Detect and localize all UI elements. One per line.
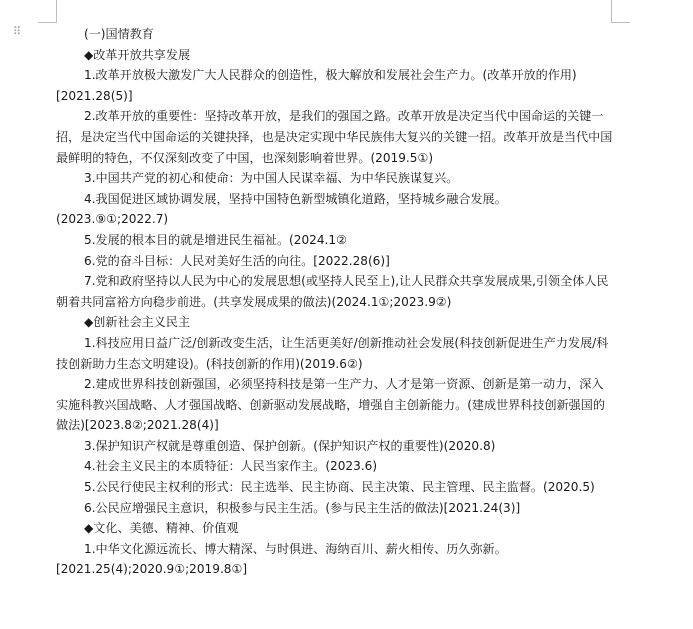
document-body <box>56 24 614 580</box>
section-heading: ◆创新社会主义民主 <box>84 315 191 330</box>
document-title: (一)国情教育 <box>84 27 154 41</box>
paragraph: 3.中国共产党的初心和使命：为中国人民谋幸福、为中华民族谋复兴。 <box>84 171 459 186</box>
paragraph: 5.公民行使民主权利的形式：民主选举、民主协商、民主决策、民主管理、民主监督。(2020.5) <box>84 480 595 495</box>
page-corner-mark-right <box>611 0 630 23</box>
paragraph: 1.中华文化源远流长、博大精深、与时俱进、海纳百川、薪火相传、历久弥新。[2021.25(4);2020.9①;2019.8①] <box>56 541 507 577</box>
paragraph: 5.发展的根本目的就是增进民生福祉。(2024.1② <box>84 232 347 247</box>
paragraph: 6.公民应增强民主意识，积极参与民主生活。(参与民主生活的做法)[2021.24(3)] <box>84 500 521 515</box>
paragraph: 7.党和政府坚持以人民为中心的发展思想(或坚持人民至上),让人民群众共享发展成果,引领全体人民朝着共同富裕方向稳步前进。(共享发展成果的做法)(2024.1①;2023.9②) <box>56 274 609 309</box>
paragraph: 6.党的奋斗目标：人民对美好生活的向往。[2022.28(6)] <box>84 253 390 268</box>
section-heading: ◆文化、美德、精神、价值观 <box>84 521 239 536</box>
page-corner-mark-left <box>38 0 57 23</box>
paragraph: 2.改革开放的重要性：坚持改革开放，是我们的强国之路。改革开放是决定当代中国命运的关键一招，是决定当代中国命运的关键抉择，也是决定实现中华民族伟大复兴的关键一招。改革开放是当代中国最鲜明的特色，不仅深刻改变了中国，也深刻影响着世界。(2019.5①) <box>56 109 613 165</box>
paragraph: 3.保护知识产权就是尊重创造、保护创新。(保护知识产权的重要性)(2020.8) <box>84 438 496 453</box>
drag-handle-icon[interactable]: ⠿ <box>13 25 23 38</box>
section-heading: ◆改革开放共享发展 <box>84 47 191 62</box>
paragraph: 1.科技应用日益广泛/创新改变生活，让生活更美好/创新推动社会发展(科技创新促进生产力发展/科技创新助力生态文明建设)。(科技创新的作用)(2019.6②) <box>56 335 609 371</box>
paragraph: 2.建成世界科技创新强国，必须坚持科技是第一生产力、人才是第一资源、创新是第一动力，深入实施科教兴国战略、人才强国战略、创新驱动发展战略，增强自主创新能力。(建成世界科技创新强国的做法)[2023.8②;2021.28(4)] <box>56 377 605 433</box>
paragraph: 4.社会主义民主的本质特征：人民当家作主。(2023.6) <box>84 459 378 474</box>
paragraph: 4.我国促进区域协调发展，坚持中国特色新型城镇化道路，坚持城乡融合发展。(2023.⑨①;2022.7) <box>56 191 507 227</box>
paragraph: 1.改革开放极大激发广大人民群众的创造性，极大解放和发展社会生产力。(改革开放的作用)[2021.28(5)] <box>56 68 577 103</box>
